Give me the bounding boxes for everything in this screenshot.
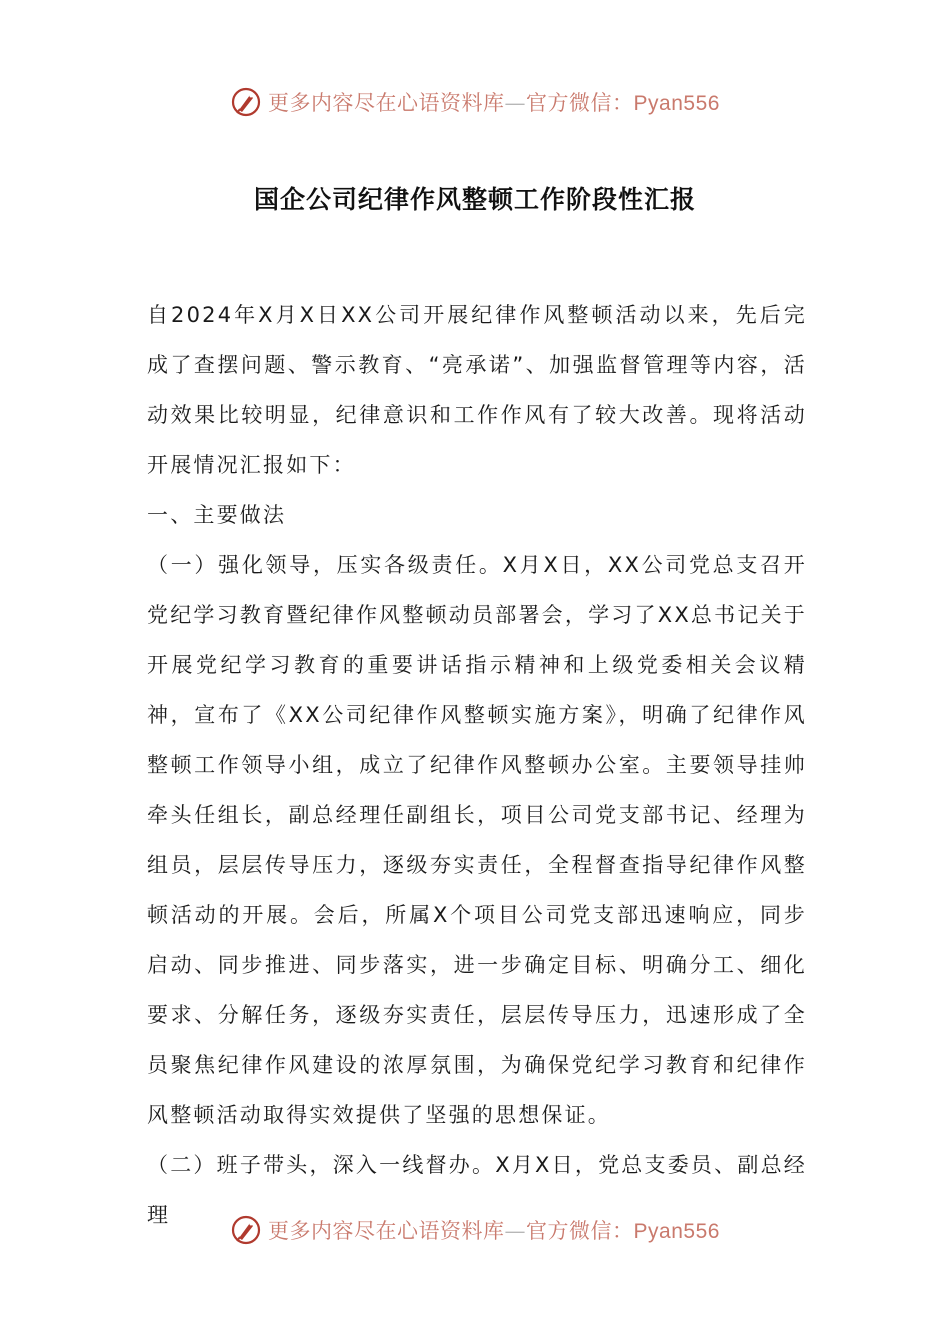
section-heading-main-practices: 一、主要做法 — [147, 503, 287, 527]
paragraph-strengthen-leadership: （一）强化领导，压实各级责任。X月X日，XX公司党总支召开党纪学习教育暨纪律作风整顿动员部署会，学习了XX总书记关于开展党纪学习教育的重要讲话指示精神和上级党委相关会议精神，宣布了《XX公司纪律作风整顿实施方案》，明确了纪律作风整顿工作领导小组，成立了纪律作风整顿办公室。主要领导挂帅牵头任组长，副总经理任副组长，项目公司党支部书记、经理为组员，层层传导压力，逐级夯实责任，全程督查指导纪律作风整顿活动的开展。会后，所属X个项目公司党支部迅速响应，同步启动、同步推进、同步落实，进一步确定目标、明确分工、细化要求、分解任务，逐级夯实责任，层层传导压力，迅速形成了全员聚焦纪律作风建设的浓厚氛围，为确保党纪学习教育和纪律作风整顿活动取得实效提供了坚强的思想保证。 — [147, 553, 807, 1127]
watermark-text — [268, 87, 720, 117]
watermark-text — [268, 1215, 720, 1245]
watermark-separator: — — [504, 1219, 527, 1243]
watermark-wechat-label: 官方微信： — [526, 1219, 634, 1243]
watermark-text-cn: 更多内容尽在心语资料库 — [268, 91, 505, 115]
document-body — [147, 290, 807, 1240]
watermark-wechat-id: Pyan556 — [633, 92, 720, 115]
watermark-wechat-label: 官方微信： — [526, 91, 634, 115]
paragraph-leadership-team: （二）班子带头，深入一线督办。X月X日，党总支委员、副总经理 — [147, 1153, 807, 1227]
footer-watermark — [0, 1210, 950, 1250]
document-title: 国企公司纪律作风整顿工作阶段性汇报 — [253, 185, 696, 214]
paragraph-intro: 自2024年X月X日XX公司开展纪律作风整顿活动以来，先后完成了查摆问题、警示教育、“亮承诺”、加强监督管理等内容，活动效果比较明显，纪律意识和工作作风有了较大改善。现将活动开展情况汇报如下： — [147, 303, 807, 477]
pen-nib-circle-logo-icon — [230, 1214, 262, 1246]
watermark-text-cn: 更多内容尽在心语资料库 — [268, 1219, 505, 1243]
watermark-separator: — — [504, 91, 527, 115]
watermark-wechat-id: Pyan556 — [633, 1220, 720, 1243]
header-watermark — [0, 82, 950, 122]
pen-nib-circle-logo-icon — [230, 86, 262, 118]
